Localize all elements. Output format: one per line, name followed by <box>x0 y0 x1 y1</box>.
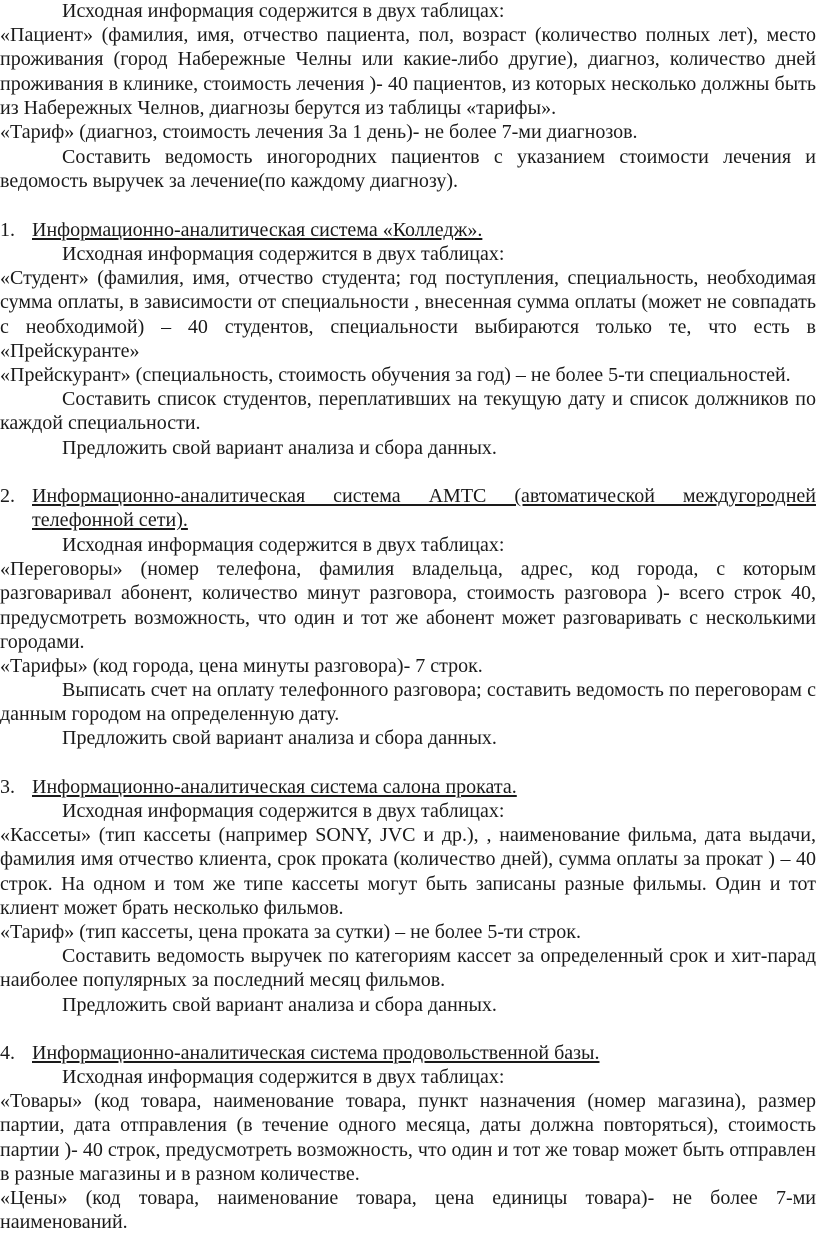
table-description: «Прейскурант» (специальность, стоимость обучения за год) – не более 5-ти специальностей. <box>0 364 791 386</box>
table-description: «Товары» (код товара, наименование товара, пункт назначения (номер магазина), размер партии, дата отправления (в течение одного месяца, даты должна повторяться), стоимость партии )- 40 строк, предусмотреть возможность, что один и тот же товар может быть отправлен в разные магазины и в разном количестве. <box>0 1090 816 1185</box>
section-heading <box>0 218 816 242</box>
section-title: Информационно-аналитическая система «Колледж». <box>32 219 483 241</box>
table-description: «Студент» (фамилия, имя, отчество студента; год поступления, специальность, необходимая сумма оплаты, в зависимости от специальности , внесенная сумма оплаты (может не совпадать с необходимой) – 40 студентов, специальности выбираются только те, что есть в «Прейскуранте» <box>0 267 816 362</box>
section-heading <box>0 775 816 799</box>
section-number: 1. <box>0 219 15 241</box>
table-description: «Переговоры» (номер телефона, фамилия владельца, адрес, код города, с которым разговаривал абонент, количество минут разговора, стоимость разговора )- всего строк 40, предусмотреть возможность, что один и тот же абонент может разговаривать с несколькими городами. <box>0 558 816 653</box>
suggest-paragraph: Предложить свой вариант анализа и сбора данных. <box>62 994 497 1016</box>
task-paragraph: Составить ведомость выручек по категориям кассет за определенный срок и хит-парад наиболее популярных за последний месяц фильмов. <box>0 945 816 992</box>
task-paragraph: Составить ведомость иногородних пациентов с указанием стоимости лечения и ведомость выручек за лечение(по каждому диагнозу). <box>0 146 816 193</box>
suggest-paragraph: Предложить свой вариант анализа и сбора данных. <box>62 727 497 749</box>
table-description: «Кассеты» (тип кассеты (например SONY, JVC и др.), , наименование фильма, дата выдачи, фамилия имя отчество клиента, срок проката (количество дней), сумма оплаты за прокат ) – 40 строк. На одном и том же типе кассеты могут быть записаны разные фильмы. Один и тот клиент может брать несколько фильмов. <box>0 824 816 919</box>
task-paragraph: Выписать счет на оплату телефонного разговора; составить ведомость по переговорам с данным городом на определенную дату. <box>0 679 816 726</box>
table-description: «Тариф» (тип кассеты, цена проката за сутки) – не более 5-ти строк. <box>0 921 582 943</box>
source-line: Исходная информация содержится в двух таблицах: <box>62 800 505 822</box>
source-line: Исходная информация содержится в двух таблицах: <box>62 243 505 265</box>
source-line: Исходная информация содержится в двух таблицах: <box>62 0 505 22</box>
section-title: Информационно-аналитическая система АМТС (автоматической междугородней телефонной сети). <box>32 485 816 532</box>
table-description: «Пациент» (фамилия, имя, отчество пациента, пол, возраст (количество полных лет), место проживания (город Набережные Челны или какие-либо другие), диагноз, количество дней проживания в клинике, стоимость лечения )- 40 пациентов, из которых несколько должны быть из Набережных Челнов, диагнозы берутся из таблицы «тарифы». <box>0 24 816 119</box>
table-description: «Тариф» (диагноз, стоимость лечения За 1 день)- не более 7-ми диагнозов. <box>0 121 638 143</box>
table-description: «Цены» (код товара, наименование товара, цена единицы товара)- не более 7-ми наименований. <box>0 1187 816 1234</box>
section-title: Информационно-аналитическая система салона проката. <box>32 776 517 798</box>
section-heading <box>0 484 816 533</box>
suggest-paragraph: Предложить свой вариант анализа и сбора данных. <box>62 437 497 459</box>
section-number: 4. <box>0 1042 15 1064</box>
section-title: Информационно-аналитическая система продовольственной базы. <box>32 1042 600 1064</box>
source-line: Исходная информация содержится в двух таблицах: <box>62 1066 505 1088</box>
source-line: Исходная информация содержится в двух таблицах: <box>62 534 505 556</box>
section-number: 3. <box>0 776 15 798</box>
section-heading <box>0 1041 816 1065</box>
section-number: 2. <box>0 485 15 507</box>
table-description: «Тарифы» (код города, цена минуты разговора)- 7 строк. <box>0 655 483 677</box>
task-paragraph: Составить список студентов, переплативших на текущую дату и список должников по каждой специальности. <box>0 388 816 435</box>
